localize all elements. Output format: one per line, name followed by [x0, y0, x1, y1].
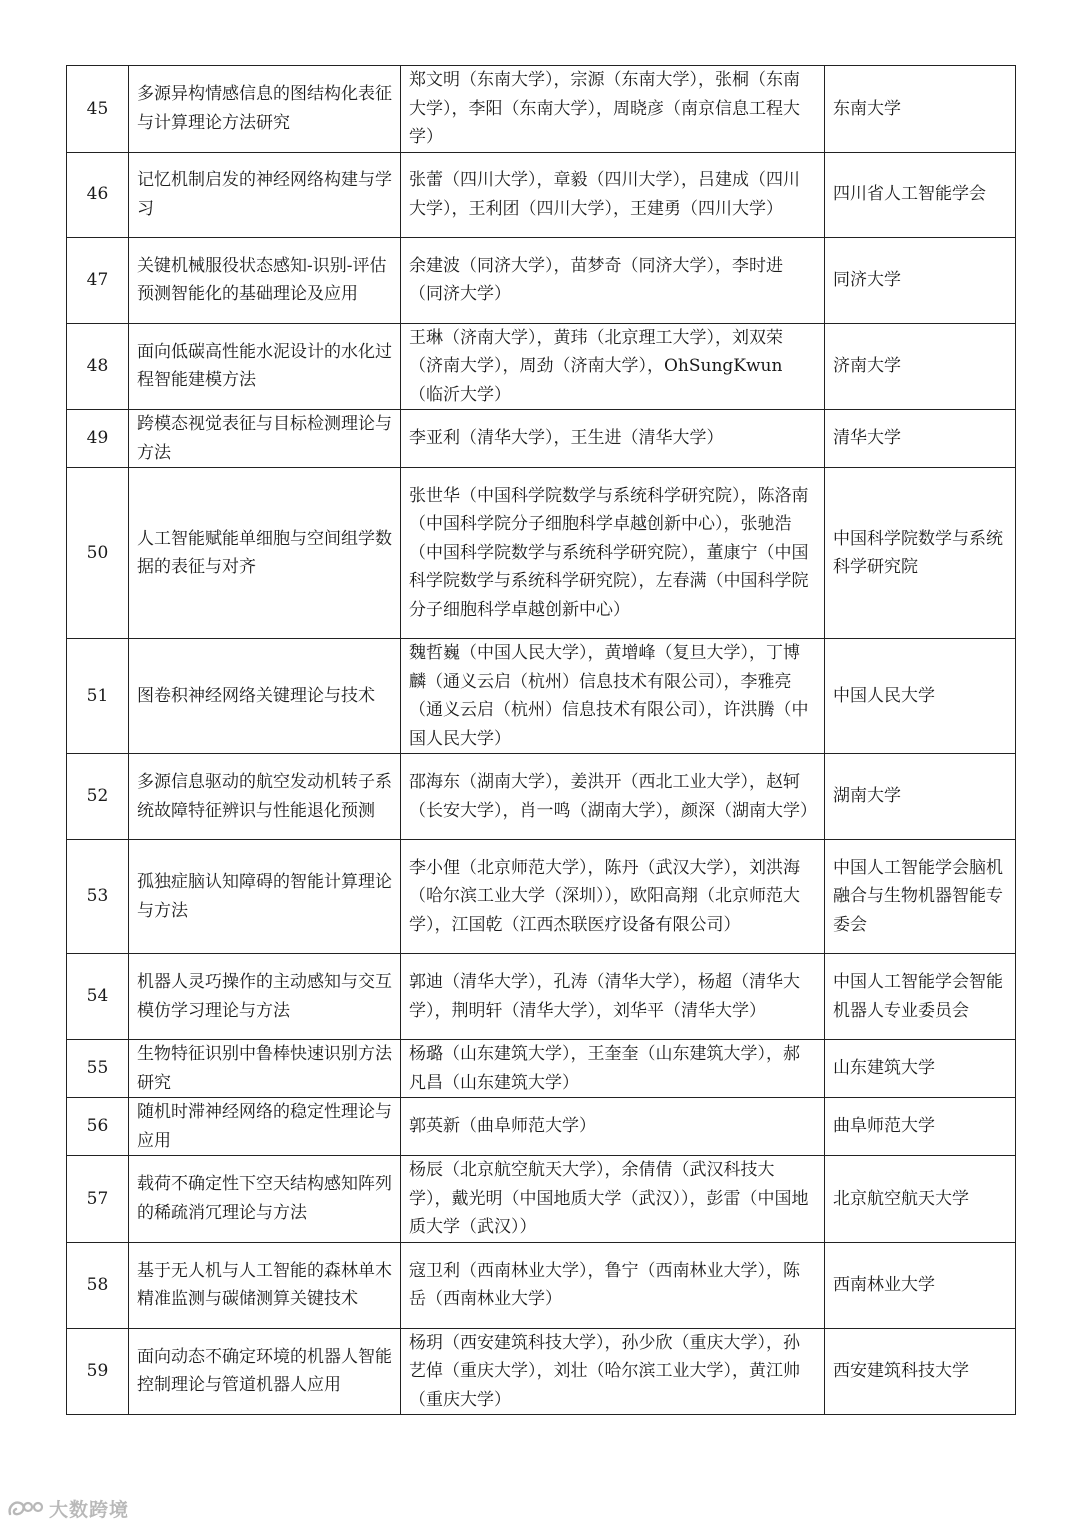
awards-table-body — [67, 66, 1016, 1415]
table-row — [67, 152, 1016, 237]
watermark-text: 大数跨境 — [49, 1498, 130, 1521]
nominating-organization: 山东建筑大学 — [825, 1040, 1016, 1098]
table-row — [67, 639, 1016, 754]
nominating-organization: 东南大学 — [825, 66, 1016, 153]
nominating-organization: 中国科学院数学与系统科学研究院 — [825, 468, 1016, 639]
table-row — [67, 954, 1016, 1040]
project-title: 多源信息驱动的航空发动机转子系统故障特征辨识与性能退化预测 — [129, 754, 401, 840]
brand-logo-icon — [6, 1497, 46, 1519]
nominating-organization: 济南大学 — [825, 323, 1016, 410]
row-number: 55 — [67, 1040, 129, 1098]
nominating-organization: 四川省人工智能学会 — [825, 152, 1016, 237]
project-title: 多源异构情感信息的图结构化表征与计算理论方法研究 — [129, 66, 401, 153]
row-number: 54 — [67, 954, 129, 1040]
row-number: 58 — [67, 1242, 129, 1328]
table-row — [67, 410, 1016, 468]
row-number: 48 — [67, 323, 129, 410]
row-number: 51 — [67, 639, 129, 754]
team-members: 寇卫利（西南林业大学），鲁宁（西南林业大学），陈岳（西南林业大学） — [401, 1242, 825, 1328]
row-number: 47 — [67, 237, 129, 323]
row-number: 49 — [67, 410, 129, 468]
project-title: 跨模态视觉表征与目标检测理论与方法 — [129, 410, 401, 468]
table-row — [67, 1242, 1016, 1328]
team-members: 杨玥（西安建筑科技大学），孙少欣（重庆大学），孙艺倬（重庆大学），刘壮（哈尔滨工业大学），黄江帅（重庆大学） — [401, 1328, 825, 1415]
team-members: 杨辰（北京航空航天大学），余倩倩（武汉科技大学），戴光明（中国地质大学（武汉）），彭雷（中国地质大学（武汉）） — [401, 1156, 825, 1243]
row-number: 46 — [67, 152, 129, 237]
nominating-organization: 西南林业大学 — [825, 1242, 1016, 1328]
table-row — [67, 1098, 1016, 1156]
row-number: 52 — [67, 754, 129, 840]
table-row — [67, 237, 1016, 323]
table-row — [67, 1040, 1016, 1098]
team-members: 魏哲巍（中国人民大学），黄增峰（复旦大学），丁博麟（通义云启（杭州）信息技术有限公司），李雅亮（通义云启（杭州）信息技术有限公司），许洪腾（中国人民大学） — [401, 639, 825, 754]
row-number: 57 — [67, 1156, 129, 1243]
row-number: 56 — [67, 1098, 129, 1156]
row-number: 59 — [67, 1328, 129, 1415]
project-title: 面向动态不确定环境的机器人智能控制理论与管道机器人应用 — [129, 1328, 401, 1415]
team-members: 李亚利（清华大学），王生进（清华大学） — [401, 410, 825, 468]
team-members: 王琳（济南大学），黄玮（北京理工大学），刘双荣（济南大学），周劲（济南大学），OhSungKwun（临沂大学） — [401, 323, 825, 410]
project-title: 面向低碳高性能水泥设计的水化过程智能建模方法 — [129, 323, 401, 410]
team-members: 郭英新（曲阜师范大学） — [401, 1098, 825, 1156]
nominating-organization: 中国人工智能学会脑机融合与生物机器智能专委会 — [825, 840, 1016, 954]
table-row — [67, 468, 1016, 639]
project-title: 随机时滞神经网络的稳定性理论与应用 — [129, 1098, 401, 1156]
project-title: 载荷不确定性下空天结构感知阵列的稀疏消冗理论与方法 — [129, 1156, 401, 1243]
table-row — [67, 754, 1016, 840]
team-members: 余建波（同济大学），苗梦奇（同济大学），李时进（同济大学） — [401, 237, 825, 323]
awards-table — [66, 65, 1016, 1415]
nominating-organization: 湖南大学 — [825, 754, 1016, 840]
nominating-organization: 西安建筑科技大学 — [825, 1328, 1016, 1415]
team-members: 郑文明（东南大学），宗源（东南大学），张桐（东南大学），李阳（东南大学），周晓彦（南京信息工程大学） — [401, 66, 825, 153]
team-members: 张世华（中国科学院数学与系统科学研究院），陈洛南（中国科学院分子细胞科学卓越创新中心），张驰浩（中国科学院数学与系统科学研究院），董康宁（中国科学院数学与系统科学研究院），左春满（中国科学院分子细胞科学卓越创新中心） — [401, 468, 825, 639]
project-title: 关键机械服役状态感知-识别-评估预测智能化的基础理论及应用 — [129, 237, 401, 323]
row-number: 45 — [67, 66, 129, 153]
project-title: 生物特征识别中鲁棒快速识别方法研究 — [129, 1040, 401, 1098]
project-title: 人工智能赋能单细胞与空间组学数据的表征与对齐 — [129, 468, 401, 639]
nominating-organization: 曲阜师范大学 — [825, 1098, 1016, 1156]
nominating-organization: 同济大学 — [825, 237, 1016, 323]
table-row — [67, 323, 1016, 410]
watermark — [6, 1494, 129, 1522]
nominating-organization: 中国人工智能学会智能机器人专业委员会 — [825, 954, 1016, 1040]
team-members: 郭迪（清华大学），孔涛（清华大学），杨超（清华大学），荆明轩（清华大学），刘华平（清华大学） — [401, 954, 825, 1040]
table-row — [67, 840, 1016, 954]
project-title: 基于无人机与人工智能的森林单木精准监测与碳储测算关键技术 — [129, 1242, 401, 1328]
nominating-organization: 北京航空航天大学 — [825, 1156, 1016, 1243]
project-title: 孤独症脑认知障碍的智能计算理论与方法 — [129, 840, 401, 954]
team-members: 杨璐（山东建筑大学），王奎奎（山东建筑大学），郝凡昌（山东建筑大学） — [401, 1040, 825, 1098]
project-title: 图卷积神经网络关键理论与技术 — [129, 639, 401, 754]
team-members: 李小俚（北京师范大学），陈丹（武汉大学），刘洪海（哈尔滨工业大学（深圳）），欧阳高翔（北京师范大学），江国乾（江西杰联医疗设备有限公司） — [401, 840, 825, 954]
project-title: 记忆机制启发的神经网络构建与学习 — [129, 152, 401, 237]
project-title: 机器人灵巧操作的主动感知与交互模仿学习理论与方法 — [129, 954, 401, 1040]
nominating-organization: 中国人民大学 — [825, 639, 1016, 754]
table-row — [67, 66, 1016, 153]
team-members: 邵海东（湖南大学），姜洪开（西北工业大学），赵轲（长安大学），肖一鸣（湖南大学），颜深（湖南大学） — [401, 754, 825, 840]
row-number: 53 — [67, 840, 129, 954]
row-number: 50 — [67, 468, 129, 639]
table-row — [67, 1156, 1016, 1243]
team-members: 张蕾（四川大学），章毅（四川大学），吕建成（四川大学），王利团（四川大学），王建勇（四川大学） — [401, 152, 825, 237]
nominating-organization: 清华大学 — [825, 410, 1016, 468]
table-row — [67, 1328, 1016, 1415]
